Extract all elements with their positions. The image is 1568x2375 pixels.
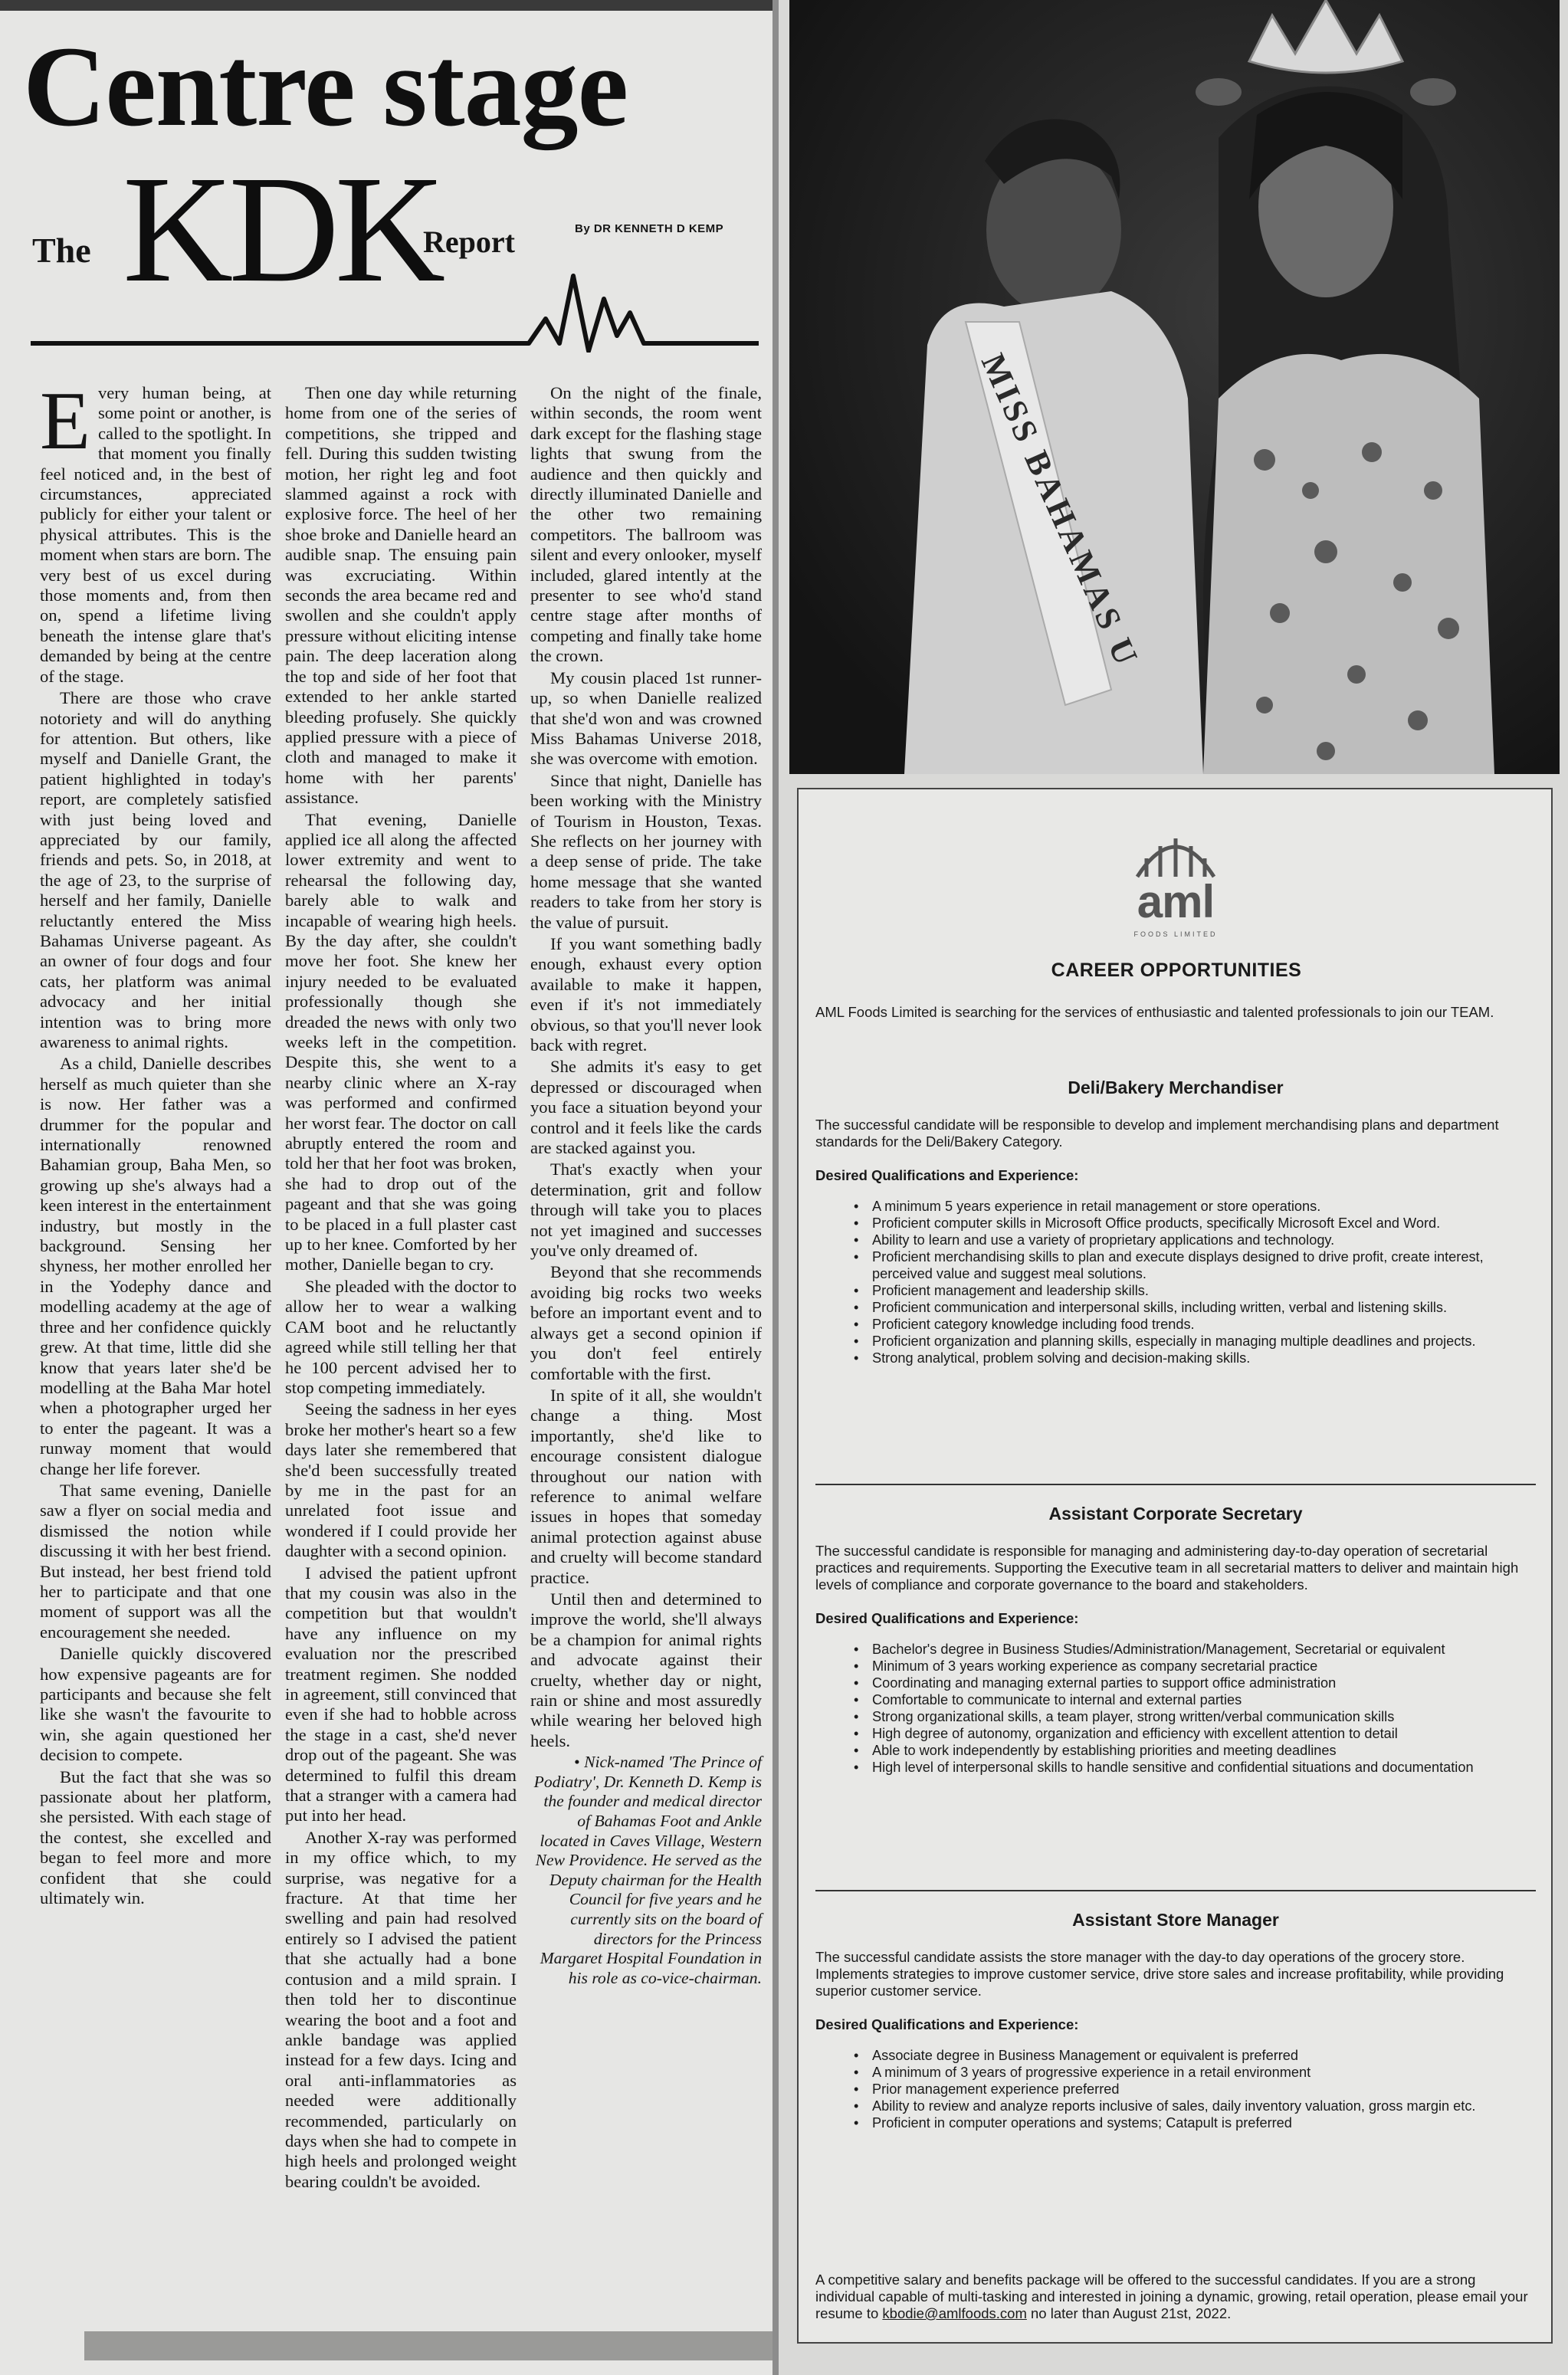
- paragraph: She pleaded with the doctor to allow her to wear a walking CAM boot and he reluctantly agreed while still telling her that he 100 percent advised her to stop competing immediately.: [285, 1276, 517, 1397]
- paragraph: Since that night, Danielle has been working with the Ministry of Tourism in Houston, Texas. She reflects on her journey with a deep sense of pride. The take home message that she wanted readers to take from her story is the value of pursuit.: [530, 770, 762, 932]
- ad-intro: AML Foods Limited is searching for the services of enthusiastic and talented professionals to join our TEAM.: [815, 1004, 1494, 1020]
- job-description: The successful candidate will be responsible to develop and implement merchandising plans and department standards for the Deli/Bakery Category.: [815, 1117, 1499, 1150]
- byline: By DR KENNETH D KEMP: [575, 222, 724, 235]
- qualifications-heading: Desired Qualifications and Experience:: [815, 1167, 1079, 1183]
- ad-title: CAREER OPPORTUNITIES: [1051, 960, 1302, 981]
- job-title: Assistant Store Manager: [1072, 1910, 1279, 1930]
- column-kdk: KDK: [123, 145, 441, 314]
- list-item: • Minimum of 3 years working experience as company secretarial practice: [854, 1658, 1536, 1675]
- column-report: Report: [423, 225, 515, 259]
- paragraph: Another X-ray was performed in my office which, to my surprise, was negative for a fracture. At that time her swelling and pain had resolved entirely so I advised the patient that she actually had a bone contusion and a mild sprain. I then told her to discontinue wearing the boot and a foot and ankle bandage was applied instead for a few days. Icing and oral anti-inflammatories as needed were additionally recommended, particularly on days when she had to compete in high heels and prolonged weight bearing couldn't be avoided.: [285, 1827, 517, 2191]
- list-item: • Ability to learn and use a variety of proprietary applications and technology.: [854, 1232, 1536, 1248]
- list-item: • Coordinating and managing external parties to support office administration: [854, 1675, 1536, 1691]
- job-assistant-store-manager: [815, 1910, 1536, 2131]
- divider: [815, 1484, 1536, 1485]
- job-title: Deli/Bakery Merchandiser: [1068, 1078, 1284, 1097]
- footer-deadline: no later than August 21st, 2022.: [1031, 2305, 1232, 2321]
- column-the: The: [32, 231, 91, 270]
- list-item: • Proficient organization and planning skills, especially in managing multiple deadlines and projects.: [854, 1333, 1536, 1350]
- paragraph: Beyond that she recommends avoiding big rocks two weeks before an important event and to always get a second opinion if you don't feel entirely comfortable with the first.: [530, 1262, 762, 1383]
- qualifications-list: [815, 1641, 1536, 1776]
- list-item: • Strong organizational skills, a team player, strong written/verbal communication skills: [854, 1708, 1536, 1725]
- job-title: Assistant Corporate Secretary: [1048, 1504, 1303, 1524]
- paragraph: very human being, at some point or another, is called to the spotlight. In that moment you finally feel noticed and, in the best of circumstances, appreciated publicly for either your talent or physical attributes. This is the moment when stars are born. The very best of us excel during those moments and, from then on, spend a lifetime living beneath the intense glare that's demanded by being at the centre of the stage.: [40, 383, 272, 686]
- headline: Centre stage: [23, 23, 628, 150]
- author-bio-text: Nick-named 'The Prince of Podiatry', Dr. Kenneth D. Kemp is the founder and medical director of Bahamas Foot and Ankle located in Caves Village, Western New Providence. He served as the Deputy chairman for the Health Council for five years and he currently sits on the board of directors for the Princess Margaret Hospital Foundation in his role as co-vice-chairman.: [533, 1753, 762, 1987]
- pageant-photo-illustration: [789, 0, 1560, 774]
- bottom-edge-band: [84, 2331, 773, 2360]
- list-item: • Proficient category knowledge including food trends.: [854, 1316, 1536, 1333]
- list-item: • High degree of autonomy, organization and efficiency with excellent attention to detail: [854, 1725, 1536, 1742]
- top-edge-band: [0, 0, 773, 11]
- job-description: The successful candidate assists the store manager with the day-to day operations of the grocery store. Implements strategies to improve customer service, drive store sales and increase profitability, while providing superior customer service.: [815, 1949, 1504, 1999]
- logo-arch-icon: [1099, 825, 1252, 878]
- list-item: • Comfortable to communicate to internal and external parties: [854, 1691, 1536, 1708]
- paragraph: Seeing the sadness in her eyes broke her mother's heart so a few days later she remembered that she'd been successfully treated by me in the past for an unrelated foot issue and wondered if I could provide her daughter with a second opinion.: [285, 1399, 517, 1561]
- list-item: • Proficient communication and interpersonal skills, including written, verbal and listening skills.: [854, 1299, 1536, 1316]
- logo-text: aml: [1137, 876, 1215, 927]
- paragraph: Danielle quickly discovered how expensive pageants are for participants and because she felt like she wasn't the favourite to win, she again questioned her decision to compete.: [40, 1644, 271, 1765]
- sash-text: MISS BAHAMAS U: [973, 348, 1146, 674]
- job-assistant-corporate-secretary: [815, 1504, 1536, 1776]
- list-item: • Proficient merchandising skills to plan and execute displays designed to drive profit, create interest, perceived value and suggest meal solutions.: [854, 1248, 1536, 1282]
- career-ad: [797, 788, 1553, 2344]
- dropcap: E: [40, 376, 90, 467]
- paragraph: In spite of it all, she wouldn't change a thing. Most importantly, she'd like to encourage consistent dialogue throughout our nation with reference to animal welfare issues in hopes that someday animal protection against abuse and cruelty will become standard practice.: [530, 1385, 762, 1587]
- paragraph: On the night of the finale, within seconds, the room went dark except for the flashing stage lights that swung from the audience and then quickly and directly illuminated Danielle and the other two remaining competitors. The ballroom was silent and every onlooker, myself included, glared intently at the presenter to see who'd stand centre stage after months of competing and finally take home the crown.: [530, 383, 762, 666]
- list-item: • A minimum 5 years experience in retail management or store operations.: [854, 1198, 1536, 1215]
- article-column-3: [530, 383, 762, 1990]
- email-link[interactable]: kbodie@amlfoods.com: [882, 2305, 1027, 2321]
- list-item: • Ability to review and analyze reports inclusive of sales, daily inventory valuation, gross margin etc.: [854, 2098, 1536, 2114]
- job-description: The successful candidate is responsible for managing and administering day-to-day operation of secretarial practices and requirements. Supporting the Executive team in all secretarial matters to deliver and maintain high levels of compliance and corporate governance to the board and stakeholders.: [815, 1543, 1519, 1593]
- job-deli-bakery: [815, 1078, 1536, 1366]
- paragraph: But the fact that she was so passionate about her platform, she persisted. With each stage of the contest, she excelled and began to feel more and more confident that she could ultimately win.: [40, 1766, 271, 1908]
- paragraph: That evening, Danielle applied ice all along the affected lower extremity and went to rehearsal the following day, barely able to walk and incapable of wearing high heels. By the day after, she couldn't move her foot. She knew her injury needed to be evaluated professionally though she dreaded the news with only two weeks left in the competition. Despite this, she went to a nearby clinic where an X-ray was performed and confirmed her worst fear. The doctor on call abruptly entered the room and told her that her foot was broken, she had to drop out of the pageant and that she was going to be placed in a full plaster cast up to her knee. Comforted by her mother, Danielle began to cry.: [285, 809, 517, 1274]
- paragraph: I advised the patient upfront that my cousin was also in the competition but that wouldn't have any influence on my evaluation nor the prescribed treatment regimen. She nodded in agreement, still convinced that even if she had to hobble across the stage in a cast, she'd never drop out of the pageant. She was determined to fulfil this dream that a stranger with a camera had put into her head.: [285, 1563, 517, 1826]
- paragraph: That's exactly when your determination, grit and follow through will take you to places not yet imagined and successes you've only dreamed of.: [530, 1160, 762, 1261]
- ad-footer: [815, 2272, 1536, 2322]
- paragraph: If you want something badly enough, exhaust every option available to make it happen, even if it's not immediately obvious, so that you'll never look back with regret.: [530, 933, 762, 1055]
- footer-text: A competitive salary and benefits package will be offered to the successful candidates. If you are a strong individual capable of multi-tasking and interested in joining a dynamic, growing, retail operation, please email your resume to: [815, 2272, 1528, 2321]
- paragraph: Until then and determined to improve the world, she'll always be a champion for animal rights and advocate against their cruelty, whether day or night, rain or shine and most assuredly while wearing her beloved high heels.: [530, 1589, 762, 1750]
- list-item: • Strong analytical, problem solving and decision-making skills.: [854, 1350, 1536, 1366]
- pulse-line-icon: [31, 245, 759, 353]
- list-item: • Proficient management and leadership skills.: [854, 1282, 1536, 1299]
- logo-subtitle: FOODS LIMITED: [1133, 930, 1218, 938]
- divider: [815, 1890, 1536, 1891]
- paragraph: There are those who crave notoriety and will do anything for attention. But others, like myself and Danielle Grant, the patient highlighted in today's report, are completely satisfied with just being loved and appreciated by our family, friends and pets. So, in 2018, at the age of 23, to the surprise of herself and her family, Danielle reluctantly entered the Miss Bahamas Universe pageant. As an owner of four dogs and four cats, her platform was animal advocacy and her initial intention was to bring more awareness to animal rights.: [40, 688, 271, 1051]
- article-column-2: [285, 383, 517, 2193]
- qualifications-list: [815, 1198, 1536, 1366]
- paragraph: That same evening, Danielle saw a flyer on social media and dismissed the notion while discussing it with her best friend. But instead, her best friend told her to participate and that one moment of support was all the encouragement she needed.: [40, 1480, 271, 1642]
- qualifications-list: [815, 2047, 1536, 2131]
- list-item: • Proficient computer skills in Microsoft Office products, specifically Microsoft Excel and Word.: [854, 1215, 1536, 1232]
- aml-logo: [1099, 825, 1252, 947]
- list-item: • Able to work independently by establishing priorities and meeting deadlines: [854, 1742, 1536, 1759]
- author-bio: • Nick-named 'The Prince of Podiatry', Dr. Kenneth D. Kemp is the founder and medical director of Bahamas Foot and Ankle located in Caves Village, Western New Providence. He served as the Deputy chairman for the Health Council for five years and he currently sits on the board of directors for the Princess Margaret Hospital Foundation in his role as co-vice-chairman.: [533, 1753, 762, 1987]
- qualifications-heading: Desired Qualifications and Experience:: [815, 1610, 1079, 1626]
- list-item: • Associate degree in Business Management or equivalent is preferred: [854, 2047, 1536, 2064]
- paragraph: My cousin placed 1st runner-up, so when Danielle realized that she'd won and was crowned Miss Bahamas Universe 2018, she was overcome with emotion.: [530, 668, 762, 769]
- list-item: • Prior management experience preferred: [854, 2081, 1536, 2098]
- list-item: • High level of interpersonal skills to handle sensitive and confidential situations and documentation: [854, 1759, 1536, 1776]
- paragraph: Then one day while returning home from one of the series of competitions, she tripped and fell. During this sudden twisting motion, her right leg and foot slammed against a rock with explosive force. The heel of her shoe broke and Danielle heard an audible snap. The ensuing pain was excruciating. Within seconds the area became red and swollen and she couldn't apply pressure without eliciting intense pain. The deep laceration along the top and side of her foot that extended to her ankle started bleeding profusely. She quickly applied pressure with a piece of cloth and managed to make it home with her parents' assistance.: [285, 383, 517, 808]
- qualifications-heading: Desired Qualifications and Experience:: [815, 2016, 1079, 2032]
- list-item: • A minimum of 3 years of progressive experience in a retail environment: [854, 2064, 1536, 2081]
- article-column-1: [40, 376, 272, 1910]
- pageant-photo: [789, 0, 1560, 774]
- paragraph: She admits it's easy to get depressed or discouraged when you face a situation beyond your control and it feels like the cards are stacked against you.: [530, 1057, 762, 1158]
- list-item: • Bachelor's degree in Business Studies/Administration/Management, Secretarial or equivalent: [854, 1641, 1536, 1658]
- paragraph: As a child, Danielle describes herself as much quieter than she is now. Her father was a drummer for the popular and internationally renowned Bahamian group, Baha Men, so growing up she's always had a keen interest in the entertainment industry, but mostly in the background. Sensing her shyness, her mother enrolled her in the Yodephy dance and modelling academy at the age of three and her confidence quickly grew. At that time, little did she know that years later she'd be modelling at the Baha Mar hotel when a photographer urged her to enter the pageant. It was a runway moment that would change her life forever.: [40, 1054, 271, 1478]
- list-item: • Proficient in computer operations and systems; Catapult is preferred: [854, 2114, 1536, 2131]
